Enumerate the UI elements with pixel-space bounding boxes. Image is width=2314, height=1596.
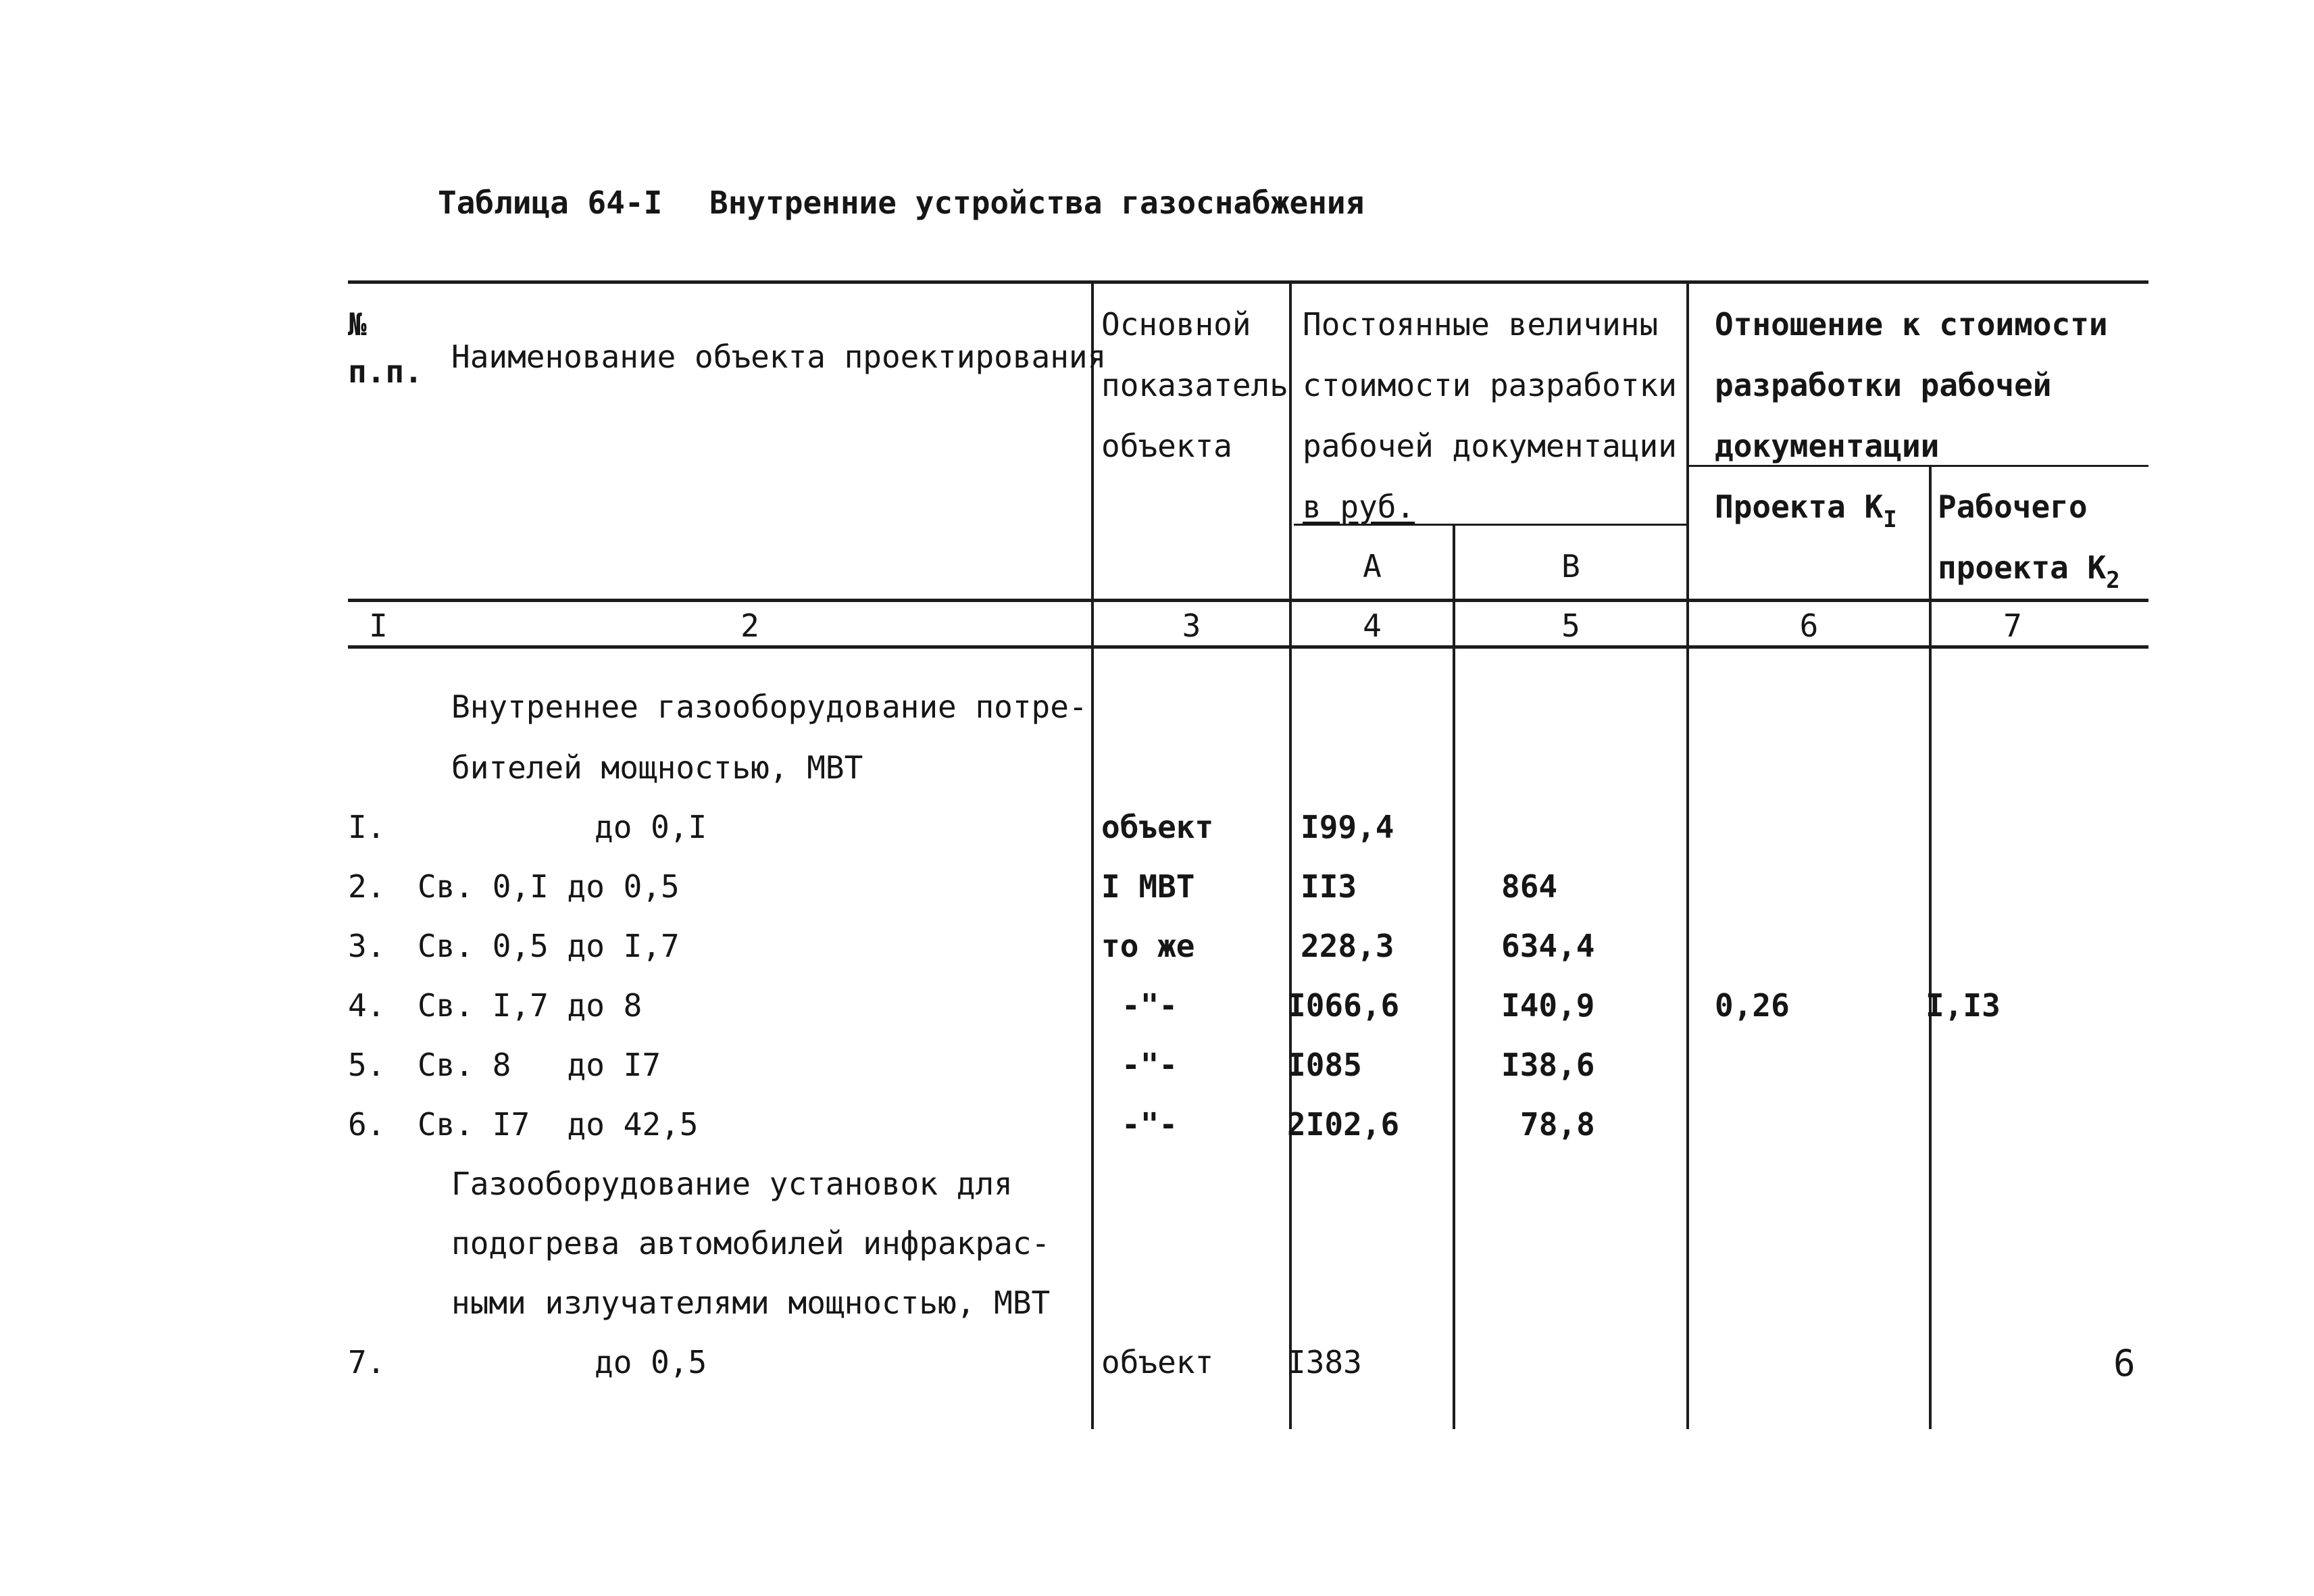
header-ratio-line2: разработки рабочей xyxy=(1715,367,2052,403)
header-pp: п.п. xyxy=(348,353,423,390)
header-bottom-rule xyxy=(348,599,2148,602)
row-value-a: 228,3 xyxy=(1301,928,1394,964)
row-name: Св. I7 до 42,5 xyxy=(418,1106,699,1143)
row-number: I. xyxy=(348,809,386,845)
table-title: Внутренние устройства газоснабжения xyxy=(709,184,1365,221)
row-name: Св. 0,5 до I,7 xyxy=(418,928,680,964)
col4-left-rule xyxy=(1289,280,1292,1429)
row-unit: объект xyxy=(1101,809,1214,845)
row-number: 6. xyxy=(348,1106,386,1143)
header-k1: Проекта $К_I$ xyxy=(1715,489,1897,533)
row-value-a: 2I02,6 xyxy=(1287,1106,1400,1143)
row-unit: объект xyxy=(1101,1344,1214,1380)
row-unit: то же xyxy=(1101,928,1195,964)
header-ratio-line1: Отношение к стоимости xyxy=(1715,306,2108,343)
table-number: Таблица 64-I xyxy=(438,184,663,221)
col-number-4: 4 xyxy=(1363,607,1382,644)
group-heading-line: ными излучателями мощностью, МВТ xyxy=(451,1285,1051,1321)
row-value-b: 634,4 xyxy=(1501,928,1595,964)
header-k2-line2: проекта $К_2$ xyxy=(1938,549,2120,594)
header-k2-line1: Рабочего xyxy=(1938,489,2088,525)
row-name: до 0,I xyxy=(595,809,707,845)
row-name: Св. 8 до I7 xyxy=(418,1047,661,1083)
row-value-a: II3 xyxy=(1301,868,1357,905)
col-number-1: I xyxy=(369,607,388,644)
row-name: Св. I,7 до 8 xyxy=(418,987,643,1024)
row-number: 4. xyxy=(348,987,386,1024)
group-heading-line: подогрева автомобилей инфракрас- xyxy=(451,1225,1051,1262)
row-value-b: I38,6 xyxy=(1501,1047,1595,1083)
row-ratio-k2: I,I3 xyxy=(1926,987,2001,1024)
row-number: 5. xyxy=(348,1047,386,1083)
row-ratio-k1: 0,26 xyxy=(1715,987,1790,1024)
row-number: 3. xyxy=(348,928,386,964)
header-cost-line2: стоимости разработки xyxy=(1303,367,1677,403)
group-heading-line: Газооборудование установок для xyxy=(451,1166,1013,1202)
row-value-a: I085 xyxy=(1287,1047,1362,1083)
header-col-b: В xyxy=(1561,548,1580,584)
col-number-6: 6 xyxy=(1799,607,1819,644)
row-unit: -"- xyxy=(1122,987,1178,1024)
row-name: до 0,5 xyxy=(595,1344,707,1380)
header-cost-line1: Постоянные величины xyxy=(1303,306,1659,343)
row-value-a: I066,6 xyxy=(1287,987,1400,1024)
col3-left-rule xyxy=(1091,280,1094,1429)
row-unit: -"- xyxy=(1122,1106,1178,1143)
header-object-name: Наименование объекта проектирования xyxy=(451,339,1107,375)
numbers-bottom-rule xyxy=(348,645,2148,649)
page-mark: 6 xyxy=(2113,1342,2136,1385)
col-number-2: 2 xyxy=(740,607,759,644)
col-number-7: 7 xyxy=(2003,607,2022,644)
row-value-b: 864 xyxy=(1501,868,1558,905)
ratio-subheader-rule xyxy=(1689,465,2148,467)
header-number-sign: № xyxy=(348,306,367,343)
col6-left-rule xyxy=(1686,280,1689,1429)
row-value-a: I383 xyxy=(1287,1344,1362,1380)
col5-left-rule xyxy=(1453,526,1455,1429)
row-value-b: I40,9 xyxy=(1501,987,1595,1024)
header-cost-line4: в руб. xyxy=(1303,489,1415,525)
header-indicator-line1: Основной xyxy=(1101,306,1251,343)
group-heading-line: бителей мощностью, МВТ xyxy=(451,749,863,786)
row-value-a: I99,4 xyxy=(1301,809,1394,845)
table-top-rule xyxy=(348,280,2148,284)
row-unit: -"- xyxy=(1122,1047,1178,1083)
col-number-3: 3 xyxy=(1182,607,1201,644)
row-number: 7. xyxy=(348,1344,386,1380)
row-name: Св. 0,I до 0,5 xyxy=(418,868,680,905)
row-value-b: 78,8 xyxy=(1520,1106,1595,1143)
row-number: 2. xyxy=(348,868,386,905)
col-number-5: 5 xyxy=(1561,607,1580,644)
header-col-a: А xyxy=(1363,548,1382,584)
header-ratio-line3: документации xyxy=(1715,428,1940,464)
row-unit: I МВТ xyxy=(1101,868,1195,905)
header-cost-line3: рабочей документации xyxy=(1303,428,1677,464)
header-indicator-line2: показатель xyxy=(1101,367,1288,403)
group-heading-line: Внутреннее газооборудование потре- xyxy=(451,689,1088,725)
header-indicator-line3: объекта xyxy=(1101,428,1232,464)
